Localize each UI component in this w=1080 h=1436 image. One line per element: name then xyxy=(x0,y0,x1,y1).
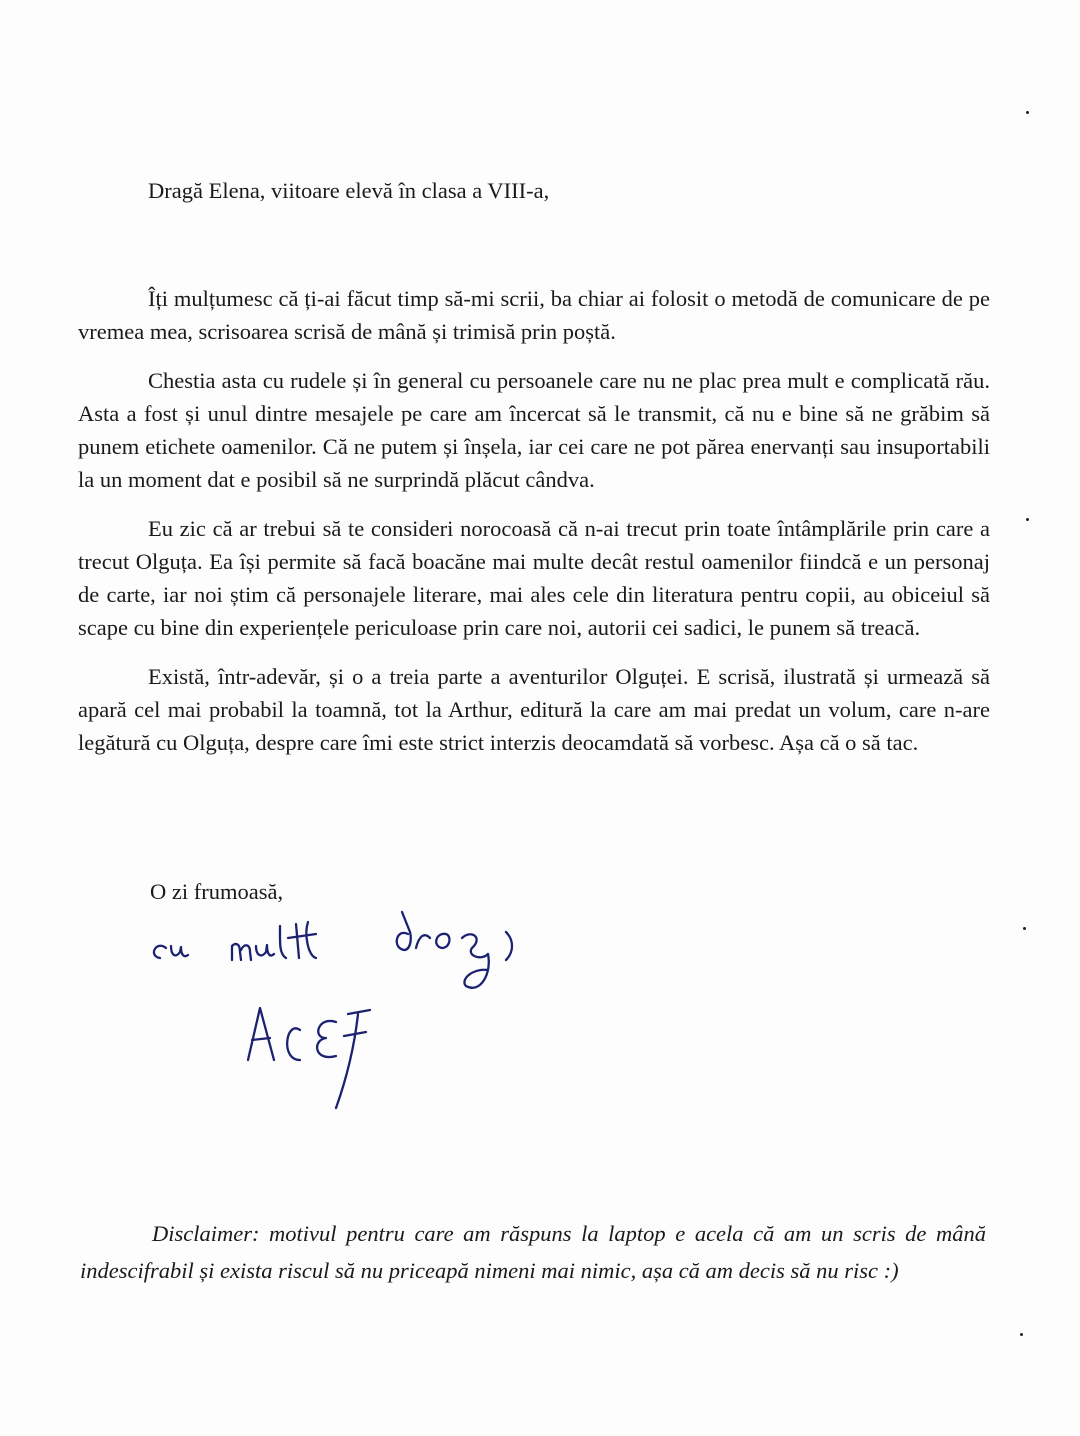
paragraph-thanks: Îți mulțumesc că ți-ai făcut timp să-mi scrii, ba chiar ai folosit o metodă de comunicare de pe vremea mea, scrisoarea scrisă de mână și trimisă prin poștă. xyxy=(78,286,990,344)
margin-dot xyxy=(1020,1333,1023,1336)
letter-closing: O zi frumoasă, xyxy=(150,879,284,904)
paragraph-third-book: Există, într-adevăr, și o a treia parte a aventurilor Olguței. E scrisă, ilustrată și urmează să apară cel mai probabil la toamnă, tot la Arthur, editură la care am mai predat un volum, care n-are legătură cu Olguța, despre care îmi este strict interzis deocamdată să vorbesc. Așa că o să tac. xyxy=(78,664,990,755)
letter-salutation: Dragă Elena, viitoare elevă în clasa a VIII-a, xyxy=(148,178,550,203)
margin-dot xyxy=(1026,111,1029,114)
handwritten-signature xyxy=(140,910,540,1120)
margin-dot xyxy=(1023,927,1026,930)
paragraph-olguta: Eu zic că ar trebui să te consideri norocoasă că n-ai trecut prin toate întâmplările prin care a trecut Olguța. Ea își permite să facă boacăne mai multe decât restul oamenilor fiindcă e un personaj de carte, iar noi știm că personajele literare, mai ales cele din literatura pentru copii, au obiceiul să scape cu bine din experiențele periculoase prin care noi, autorii cei sadici, le punem să treacă. xyxy=(78,516,990,640)
letter-body xyxy=(78,282,990,775)
margin-dot xyxy=(1026,518,1029,521)
disclaimer-note: Disclaimer: motivul pentru care am răspuns la laptop e acela că am un scris de mână indescifrabil și exista riscul să nu priceapă nimeni mai nimic, așa că am decis să nu risc :) xyxy=(80,1221,986,1283)
paragraph-relatives: Chestia asta cu rudele și în general cu persoanele care nu ne plac prea mult e complicată rău. Asta a fost și unul dintre mesajele pe care am încercat să le transmit, că nu e bine să ne grăbim să punem etichete oamenilor. Că ne putem și înșela, iar cei care ne pot părea enervanți sau insuportabili la un moment dat e posibil să ne surprindă plăcut cândva. xyxy=(78,368,990,492)
